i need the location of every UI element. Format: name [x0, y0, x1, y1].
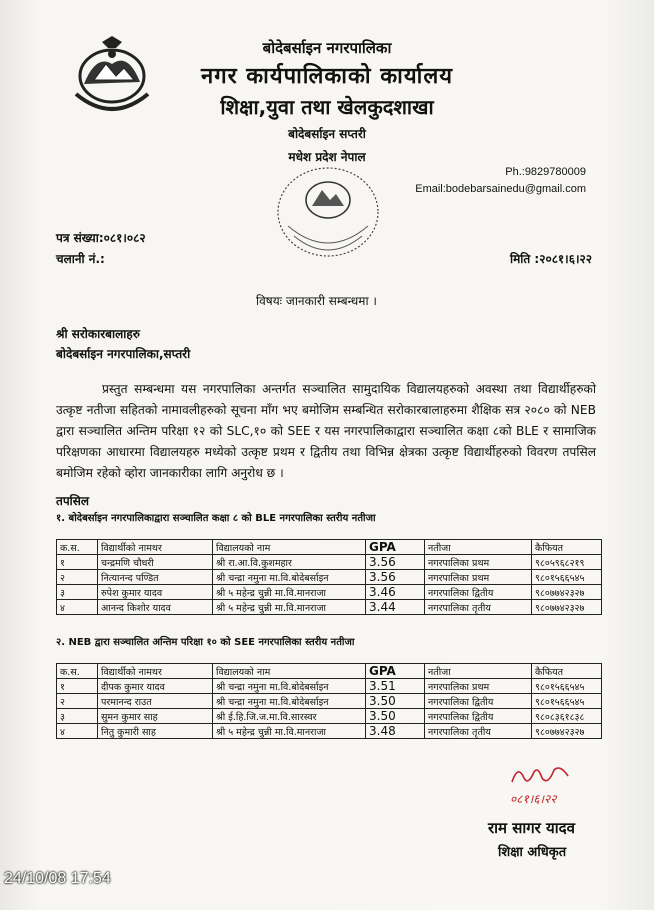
- cell-serial: ३: [57, 709, 98, 724]
- cell-student-name: दीपक कुमार यादव: [98, 679, 213, 694]
- cell-remarks: ९८०७७४२३२७: [532, 585, 602, 600]
- cell-student-name: आनन्द किशोर यादव: [98, 600, 213, 615]
- cell-serial: ४: [57, 600, 98, 615]
- cell-gpa: 3.46: [366, 585, 425, 600]
- cell-gpa: 3.50: [366, 709, 425, 724]
- recipient-line-1: श्री सरोकारबालाहरु: [56, 327, 140, 341]
- cell-serial: २: [57, 570, 98, 585]
- cell-student-name: परमानन्द राउत: [98, 694, 213, 709]
- branch-title: शिक्षा,युवा तथा खेलकुदशाखा: [220, 95, 434, 119]
- section-2-title: २. NEB द्वारा सञ्चालित अन्तिम परिक्षा १० को SEE नगरपालिका स्तरीय नतीजा: [56, 637, 355, 648]
- cell-result: नगरपालिका प्रथम: [425, 679, 532, 694]
- officer-name: राम सागर यादव: [488, 819, 575, 837]
- table-row: [57, 570, 602, 585]
- cell-gpa: 3.51: [366, 679, 425, 694]
- col-result: नतीजा: [425, 540, 532, 555]
- cell-school-name: श्री चन्द्रा नमुना मा.वि.बोदेबर्साइन: [213, 694, 366, 709]
- table-row: [57, 585, 602, 600]
- cell-student-name: नित्यानन्द पण्डित: [98, 570, 213, 585]
- recipient-line-2: बोदेबर्साइन नगरपालिका,सप्तरी: [56, 347, 191, 361]
- col-student-name: विद्यार्थीको नामथर: [98, 664, 213, 679]
- subject-line: विषयः जानकारी सम्बन्धमा ।: [256, 294, 377, 308]
- municipality-name: बोदेबर्साइन नगरपालिका: [262, 39, 392, 57]
- cell-school-name: श्री ५ महेन्द्र चुन्नी मा.वि.मानराजा: [213, 585, 366, 600]
- dispatch-number: चलानी नं.:: [56, 252, 105, 266]
- cell-student-name: चन्द्रमणि चौधरी: [98, 555, 213, 570]
- cell-school-name: श्री ५ महेन्द्र चुन्नी मा.वि.मानराजा: [213, 724, 366, 739]
- cell-serial: १: [57, 555, 98, 570]
- body-paragraph: प्रस्तुत सम्बन्धमा यस नगरपालिका अन्तर्गत सञ्चालित सामुदायिक विद्यालयहरुको अवस्था तथा विद्यार्थीहरुको उत्कृष्ट नतीजा सहितको नामावलीहरुको सूचना माँग भए बमोजिम सम्बन्धित सरोकारबालाहरुमा शैक्षिक सत्र २०८० को NEB द्वारा सञ्चालित अन्तिम परिक्षा १२ को SLC,१० को SEE र यस नगरपालिकाद्वारा सञ्चालित कक्षा ८को BLE र सामाजिक परिक्षणका आधारमा विद्यालयहरु मध्येको उत्कृष्ट प्रथम र द्वितीय तथा विभिन्न क्षेत्रका उत्कृष्ट विद्यार्थीहरुको विवरण तपसिल बमोजिम रहेको व्होरा जानकारीका लागि अनुरोध छ ।: [56, 382, 596, 480]
- cell-serial: २: [57, 694, 98, 709]
- office-title: नगर कार्यपालिकाको कार्यालय: [201, 64, 453, 89]
- cell-serial: १: [57, 679, 98, 694]
- cell-remarks: ९८०५९६८२१९: [532, 555, 602, 570]
- letter-number: पत्र संख्या:०८१।०८२: [56, 231, 146, 245]
- cell-remarks: ९८०८३६१८३८: [532, 709, 602, 724]
- table-row: [57, 555, 602, 570]
- cell-gpa: 3.50: [366, 694, 425, 709]
- province-line: मधेश प्रदेश नेपाल: [288, 150, 366, 164]
- cell-result: नगरपालिका द्वितीय: [425, 585, 532, 600]
- cell-result: नगरपालिका तृतीय: [425, 724, 532, 739]
- col-school-name: विद्यालयको नाम: [213, 540, 366, 555]
- section-1-title: १. बोदेबर्साइन नगरपालिकाद्वारा सञ्चालित कक्षा ८ को BLE नगरपालिका स्तरीय नतीजा: [56, 513, 376, 524]
- table-row: [57, 724, 602, 739]
- cell-serial: ४: [57, 724, 98, 739]
- table-row: [57, 694, 602, 709]
- cell-school-name: श्री चन्द्रा नमुना मा.वि.बोदेबर्साइन: [213, 679, 366, 694]
- letter-date: मिति :२०८१।६।२२: [510, 252, 592, 266]
- officer-title: शिक्षा अधिकृत: [498, 845, 567, 860]
- table-row: [57, 709, 602, 724]
- signature-date: ०८१।६।२२: [510, 792, 557, 806]
- cell-school-name: श्री ५ महेन्द्र चुन्नी मा.वि.मानराजा: [213, 600, 366, 615]
- cell-result: नगरपालिका तृतीय: [425, 600, 532, 615]
- cell-student-name: नितु कुमारी साह: [98, 724, 213, 739]
- cell-school-name: श्री ई.हि.जि.ज.मा.वि.सारस्वर: [213, 709, 366, 724]
- cell-school-name: श्री चन्द्रा नमुना मा.वि.बोदेबर्साइन: [213, 570, 366, 585]
- col-remarks: कैफियत: [532, 540, 602, 555]
- col-result: नतीजा: [425, 664, 532, 679]
- cell-result: नगरपालिका द्वितीय: [425, 709, 532, 724]
- table-row: [57, 600, 602, 615]
- handwritten-signature: [508, 760, 578, 790]
- col-gpa: GPA: [366, 664, 425, 679]
- phone-number: Ph.:9829780009: [505, 166, 586, 178]
- col-serial: क.स.: [57, 664, 98, 679]
- cell-result: नगरपालिका प्रथम: [425, 570, 532, 585]
- cell-gpa: 3.56: [366, 570, 425, 585]
- cell-remarks: ९८०१५६६५४५: [532, 570, 602, 585]
- col-school-name: विद्यालयको नाम: [213, 664, 366, 679]
- official-stamp: [268, 160, 388, 270]
- cell-remarks: ९८०१५६६५४५: [532, 679, 602, 694]
- section-1-table: [56, 539, 602, 615]
- district-line: बोदेबर्साइन सप्तरी: [288, 127, 366, 141]
- cell-remarks: ९८०१५६६५४५: [532, 694, 602, 709]
- table-header-row: [57, 540, 602, 555]
- cell-school-name: श्री रा.आ.वि.कुशमहार: [213, 555, 366, 570]
- cell-student-name: रुपेश कुमार यादव: [98, 585, 213, 600]
- col-remarks: कैफियत: [532, 664, 602, 679]
- table-row: [57, 679, 602, 694]
- col-student-name: विद्यार्थीको नामथर: [98, 540, 213, 555]
- photo-timestamp: 24/10/08 17:54: [4, 870, 111, 887]
- tapasil-heading: तपसिल: [56, 494, 90, 508]
- cell-gpa: 3.48: [366, 724, 425, 739]
- cell-remarks: ९८०७७४२३२७: [532, 724, 602, 739]
- col-gpa: GPA: [366, 540, 425, 555]
- section-2-table: [56, 663, 602, 739]
- cell-gpa: 3.56: [366, 555, 425, 570]
- cell-result: नगरपालिका द्वितीय: [425, 694, 532, 709]
- cell-remarks: ९८०७७४२३२७: [532, 600, 602, 615]
- cell-serial: ३: [57, 585, 98, 600]
- cell-gpa: 3.44: [366, 600, 425, 615]
- cell-student-name: सुमन कुमार साह: [98, 709, 213, 724]
- cell-result: नगरपालिका प्रथम: [425, 555, 532, 570]
- table-header-row: [57, 664, 602, 679]
- email-address: Email:bodebarsainedu@gmail.com: [415, 183, 586, 195]
- col-serial: क.स.: [57, 540, 98, 555]
